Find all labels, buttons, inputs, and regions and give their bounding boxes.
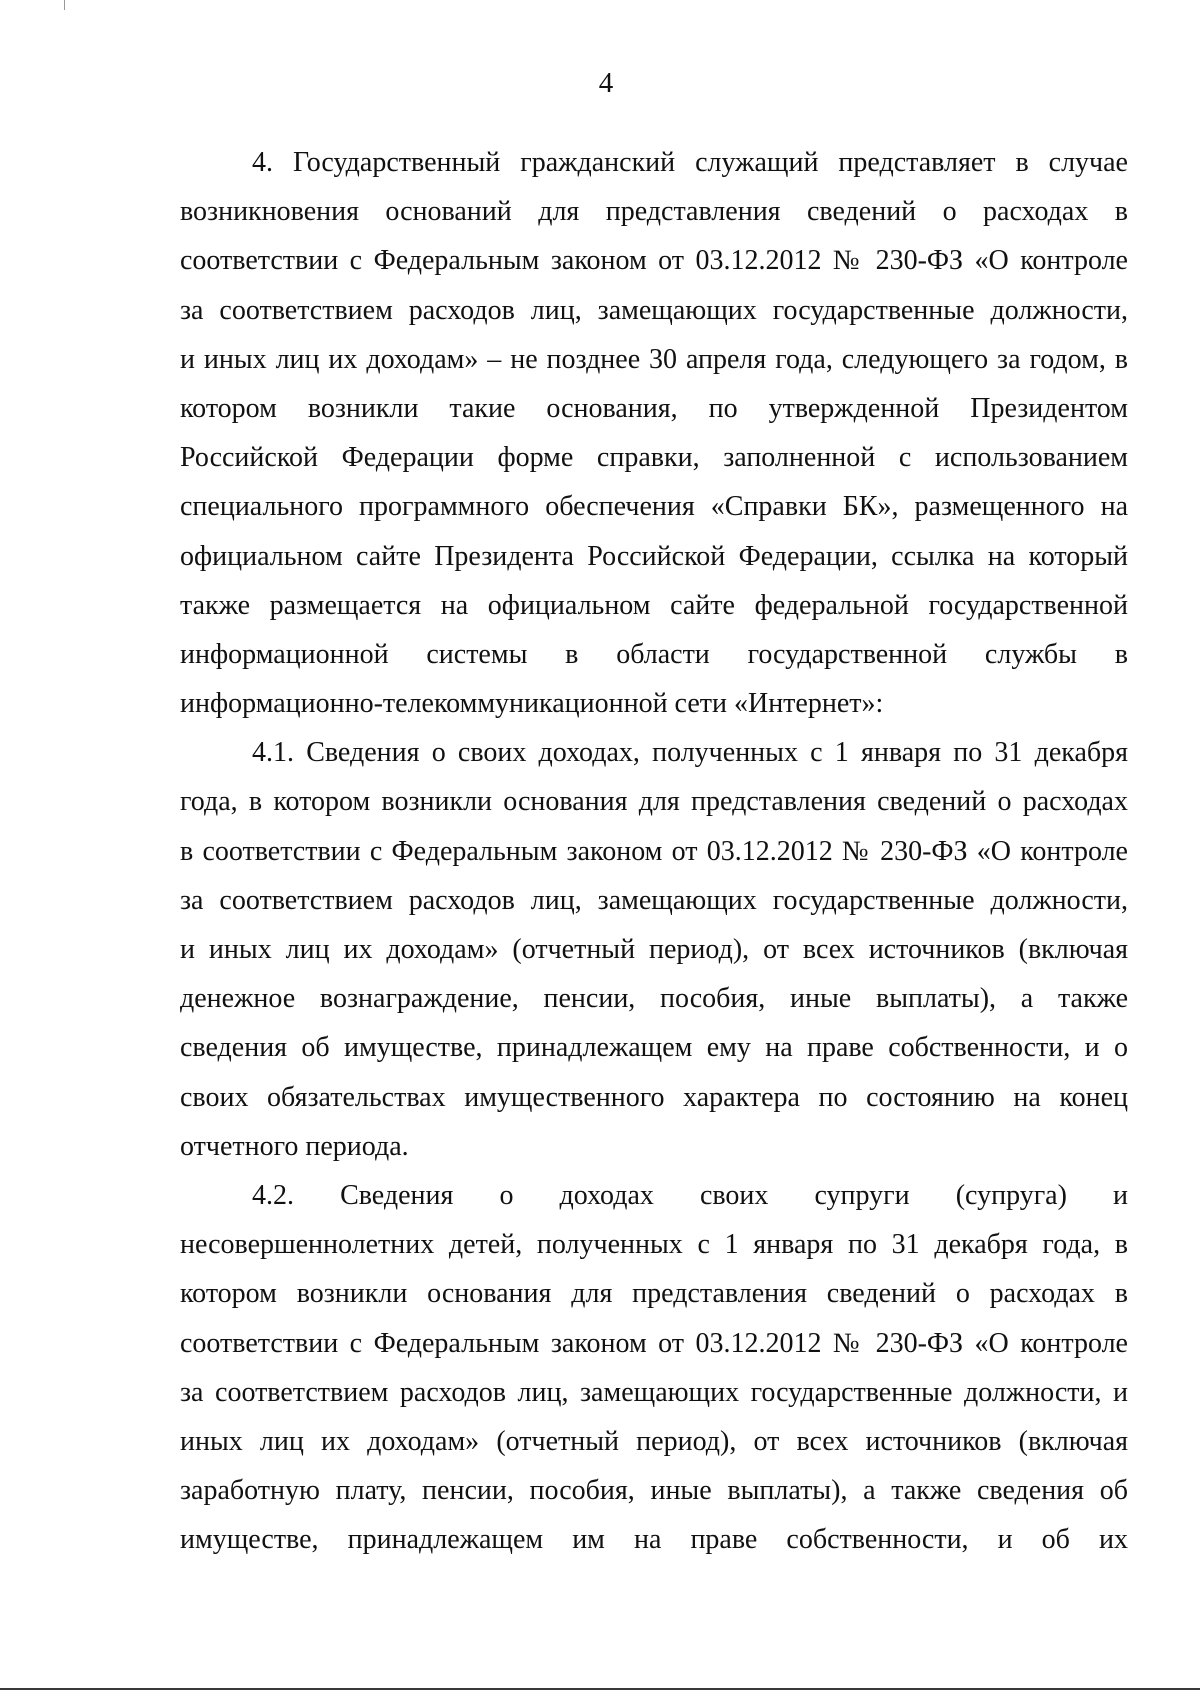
text-line: также размещается на официальном сайте федеральной государственной (180, 589, 1128, 621)
text-line: специального программного обеспечения «Справки БК», размещенного на (180, 491, 1128, 523)
text-line: информационной системы в области государственной службы в (180, 638, 1128, 670)
text-line: за соответствием расходов лиц, замещающих государственные должности, (180, 884, 1128, 916)
text-line: иных лиц их доходам» (отчетный период), от всех источников (включая (180, 1425, 1128, 1457)
text-line: 4.2. Сведения о доходах своих супруги (супруга) и (252, 1179, 1128, 1211)
text-line: информационно-телекоммуникационной сети «Интернет»: (180, 688, 884, 720)
text-line: имуществе, принадлежащем им на праве собственности, и об их (180, 1524, 1128, 1556)
text-line: заработную плату, пенсии, пособия, иные выплаты), а также сведения об (180, 1475, 1128, 1507)
text-line: года, в котором возникли основания для представления сведений о расходах (180, 786, 1128, 818)
text-line: 4. Государственный гражданский служащий представляет в случае (252, 147, 1128, 178)
text-line: возникновения оснований для представления сведений о расходах в (180, 196, 1128, 228)
text-line: соответствии с Федеральным законом от 03.12.2012 № 230-ФЗ «О контроле (180, 245, 1128, 277)
text-line: в соответствии с Федеральным законом от 03.12.2012 № 230-ФЗ «О контроле (180, 835, 1128, 867)
text-line: денежное вознаграждение, пенсии, пособия, иные выплаты), а также (180, 983, 1128, 1015)
text-line: сведения об имуществе, принадлежащем ему на праве собственности, и о (180, 1032, 1128, 1064)
body-text (180, 138, 1128, 1564)
text-line: и иных лиц их доходам» (отчетный период), от всех источников (включая (180, 934, 1128, 965)
text-line: соответствии с Федеральным законом от 03.12.2012 № 230-ФЗ «О контроле (180, 1327, 1128, 1359)
text-line: котором возникли такие основания, по утвержденной Президентом (180, 392, 1128, 424)
text-line: Российской Федерации форме справки, заполненной с использованием (180, 442, 1128, 474)
page-number: 4 (598, 67, 614, 99)
text-line: котором возникли основания для представления сведений о расходах в (180, 1278, 1128, 1310)
scan-mark (64, 0, 65, 10)
text-line: официальном сайте Президента Российской Федерации, ссылка на который (180, 540, 1128, 572)
text-line: своих обязательствах имущественного характера по состоянию на конец (180, 1081, 1128, 1113)
text-line: и иных лиц их доходам» – не позднее 30 апреля года, следующего за годом, в (180, 343, 1128, 375)
text-line: несовершеннолетних детей, полученных с 1 января по 31 декабря года, в (180, 1229, 1128, 1261)
text-line: за соответствием расходов лиц, замещающих государственные должности, (180, 294, 1128, 326)
bottom-edge-line (0, 1688, 1200, 1690)
text-line: 4.1. Сведения о своих доходах, полученных с 1 января по 31 декабря (252, 737, 1128, 769)
text-line: за соответствием расходов лиц, замещающих государственные должности, и (180, 1376, 1128, 1408)
text-line: отчетного периода. (180, 1130, 409, 1162)
